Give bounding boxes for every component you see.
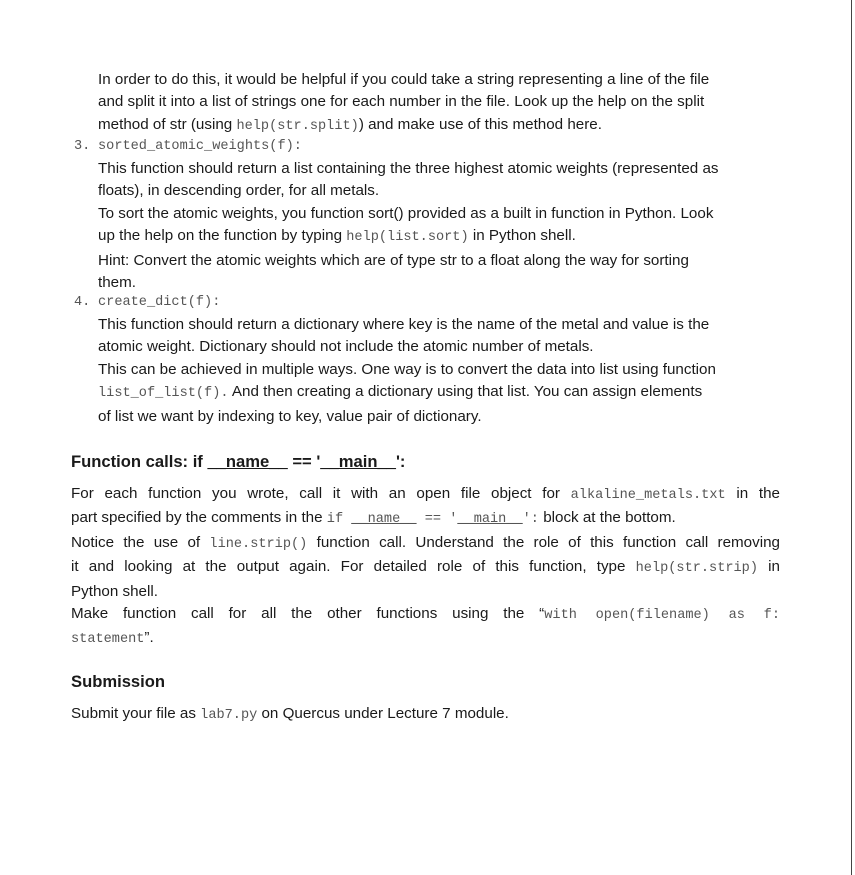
- fc-p1-line-1-end: in the: [725, 485, 780, 502]
- item-3-number: 3.: [74, 139, 91, 154]
- item-3-hint-line-1: Hint: Convert the atomic weights which are of type str to a float along the way for sorting: [98, 251, 689, 269]
- item-4-desc-line-1: This function should return a dictionary where key is the name of the metal and value is the: [98, 316, 710, 333]
- function-calls-body: [71, 483, 780, 652]
- code-help-str-split: help(str.split): [236, 118, 359, 134]
- code-dunder-name: __name__: [351, 512, 417, 528]
- fc-p1-line-2-end: block at the bottom.: [538, 509, 676, 527]
- code-statement: statement: [71, 632, 145, 648]
- item-4-ways-line-1: This can be achieved in multiple ways. One way is to convert the data into list using function: [98, 360, 716, 378]
- item-3-description: [98, 158, 782, 294]
- item-4-desc-line-2: atomic weight. Dictionary should not include the atomic number of metals.: [98, 338, 594, 356]
- item-4-ways-line-2: [98, 381, 782, 405]
- fc-p2-line-3: Python shell.: [71, 582, 158, 600]
- intro-line-3-text: method of str (using: [98, 115, 237, 133]
- heading-fc-name: __name__: [207, 452, 288, 471]
- submission-heading: Submission: [71, 672, 166, 691]
- code-colon: ':: [522, 512, 539, 528]
- item-3-desc-line-2: floats), in descending order, for all metals.: [98, 182, 380, 200]
- fc-p3-line-1: [71, 603, 780, 627]
- intro-paragraph: [98, 69, 782, 138]
- code-with-open: with open(filename) as f:: [544, 608, 780, 624]
- fc-p1-line-1-text: For each function you wrote, call it with an open file object for: [71, 485, 571, 502]
- heading-fc-eq: == ': [287, 452, 321, 471]
- code-if: if: [326, 512, 344, 528]
- code-line-strip: line.strip(): [209, 536, 308, 552]
- intro-line-2: and split it into a list of strings one for each number in the file. Look up the help on the split: [98, 93, 705, 111]
- fc-p1-line-1: [71, 483, 780, 507]
- heading-fc-end: ':: [395, 452, 406, 471]
- item-3-desc-line-1: This function should return a list containing the three highest atomic weights (represented as: [98, 160, 719, 177]
- intro-line-3: [98, 114, 782, 138]
- fc-p1-line-2: [71, 507, 780, 531]
- fc-p1-line-2-text: part specified by the comments in the: [71, 509, 327, 527]
- page-edge-line: [851, 0, 852, 875]
- item-3-signature: sorted_atomic_weights(f):: [98, 139, 302, 154]
- function-calls-heading: [71, 451, 405, 473]
- code-alkaline-metals-file: alkaline_metals.txt: [570, 488, 726, 503]
- item-4-number: 4.: [74, 295, 91, 310]
- fc-p2-line-2: [71, 556, 780, 580]
- intro-line-3-end: ) and make use of this method here.: [358, 115, 602, 133]
- item-3-sort-line-1: To sort the atomic weights, you function sort() provided as a built in function in Python. Look: [98, 204, 714, 222]
- fc-p2-line-1-text: Notice the use of: [71, 533, 210, 551]
- heading-fc-text: Function calls: if: [71, 452, 208, 471]
- code-help-str-strip: help(str.strip): [635, 561, 758, 577]
- fc-p2-line-2-text: it and looking at the output again. For detailed role of this function, type: [71, 558, 636, 576]
- item-3-sort-line-2-end: in Python shell.: [468, 227, 576, 245]
- fc-p3-line-2-end: ”.: [144, 629, 154, 647]
- fc-p2-line-1-end: function call. Understand the role of this function call removing: [307, 533, 780, 551]
- fc-p3-line-1-text: Make function call for all the other functions using the “: [71, 605, 545, 623]
- item-4-description: [98, 314, 782, 428]
- submission-text-start: Submit your file as: [71, 705, 201, 722]
- item-4-ways-line-3: of list we want by indexing to key, value pair of dictionary.: [98, 407, 482, 425]
- item-4-ways-line-2-text: And then creating a dictionary using that list. You can assign elements: [228, 383, 703, 401]
- item-3-hint-line-2: them.: [98, 274, 136, 292]
- item-3-sort-line-2: [98, 225, 782, 249]
- heading-fc-main: __main__: [320, 452, 396, 471]
- submission-text: [71, 703, 780, 727]
- item-4-signature: create_dict(f):: [98, 295, 221, 310]
- item-3-sort-line-2-text: up the help on the function by typing: [98, 227, 347, 245]
- code-dunder-main: __main__: [457, 512, 523, 528]
- code-equals: == ': [424, 512, 458, 528]
- submission-text-end: on Quercus under Lecture 7 module.: [257, 705, 509, 722]
- intro-line-1: In order to do this, it would be helpful if you could take a string representing a line of the file: [98, 71, 710, 88]
- fc-p2-line-1: [71, 532, 780, 556]
- fc-p3-line-2: [71, 627, 780, 651]
- code-help-list-sort: help(list.sort): [346, 230, 469, 246]
- code-lab7-filename: lab7.py: [200, 708, 258, 723]
- code-list-of-list: list_of_list(f).: [98, 386, 229, 402]
- fc-p2-line-2-end: in: [758, 558, 780, 576]
